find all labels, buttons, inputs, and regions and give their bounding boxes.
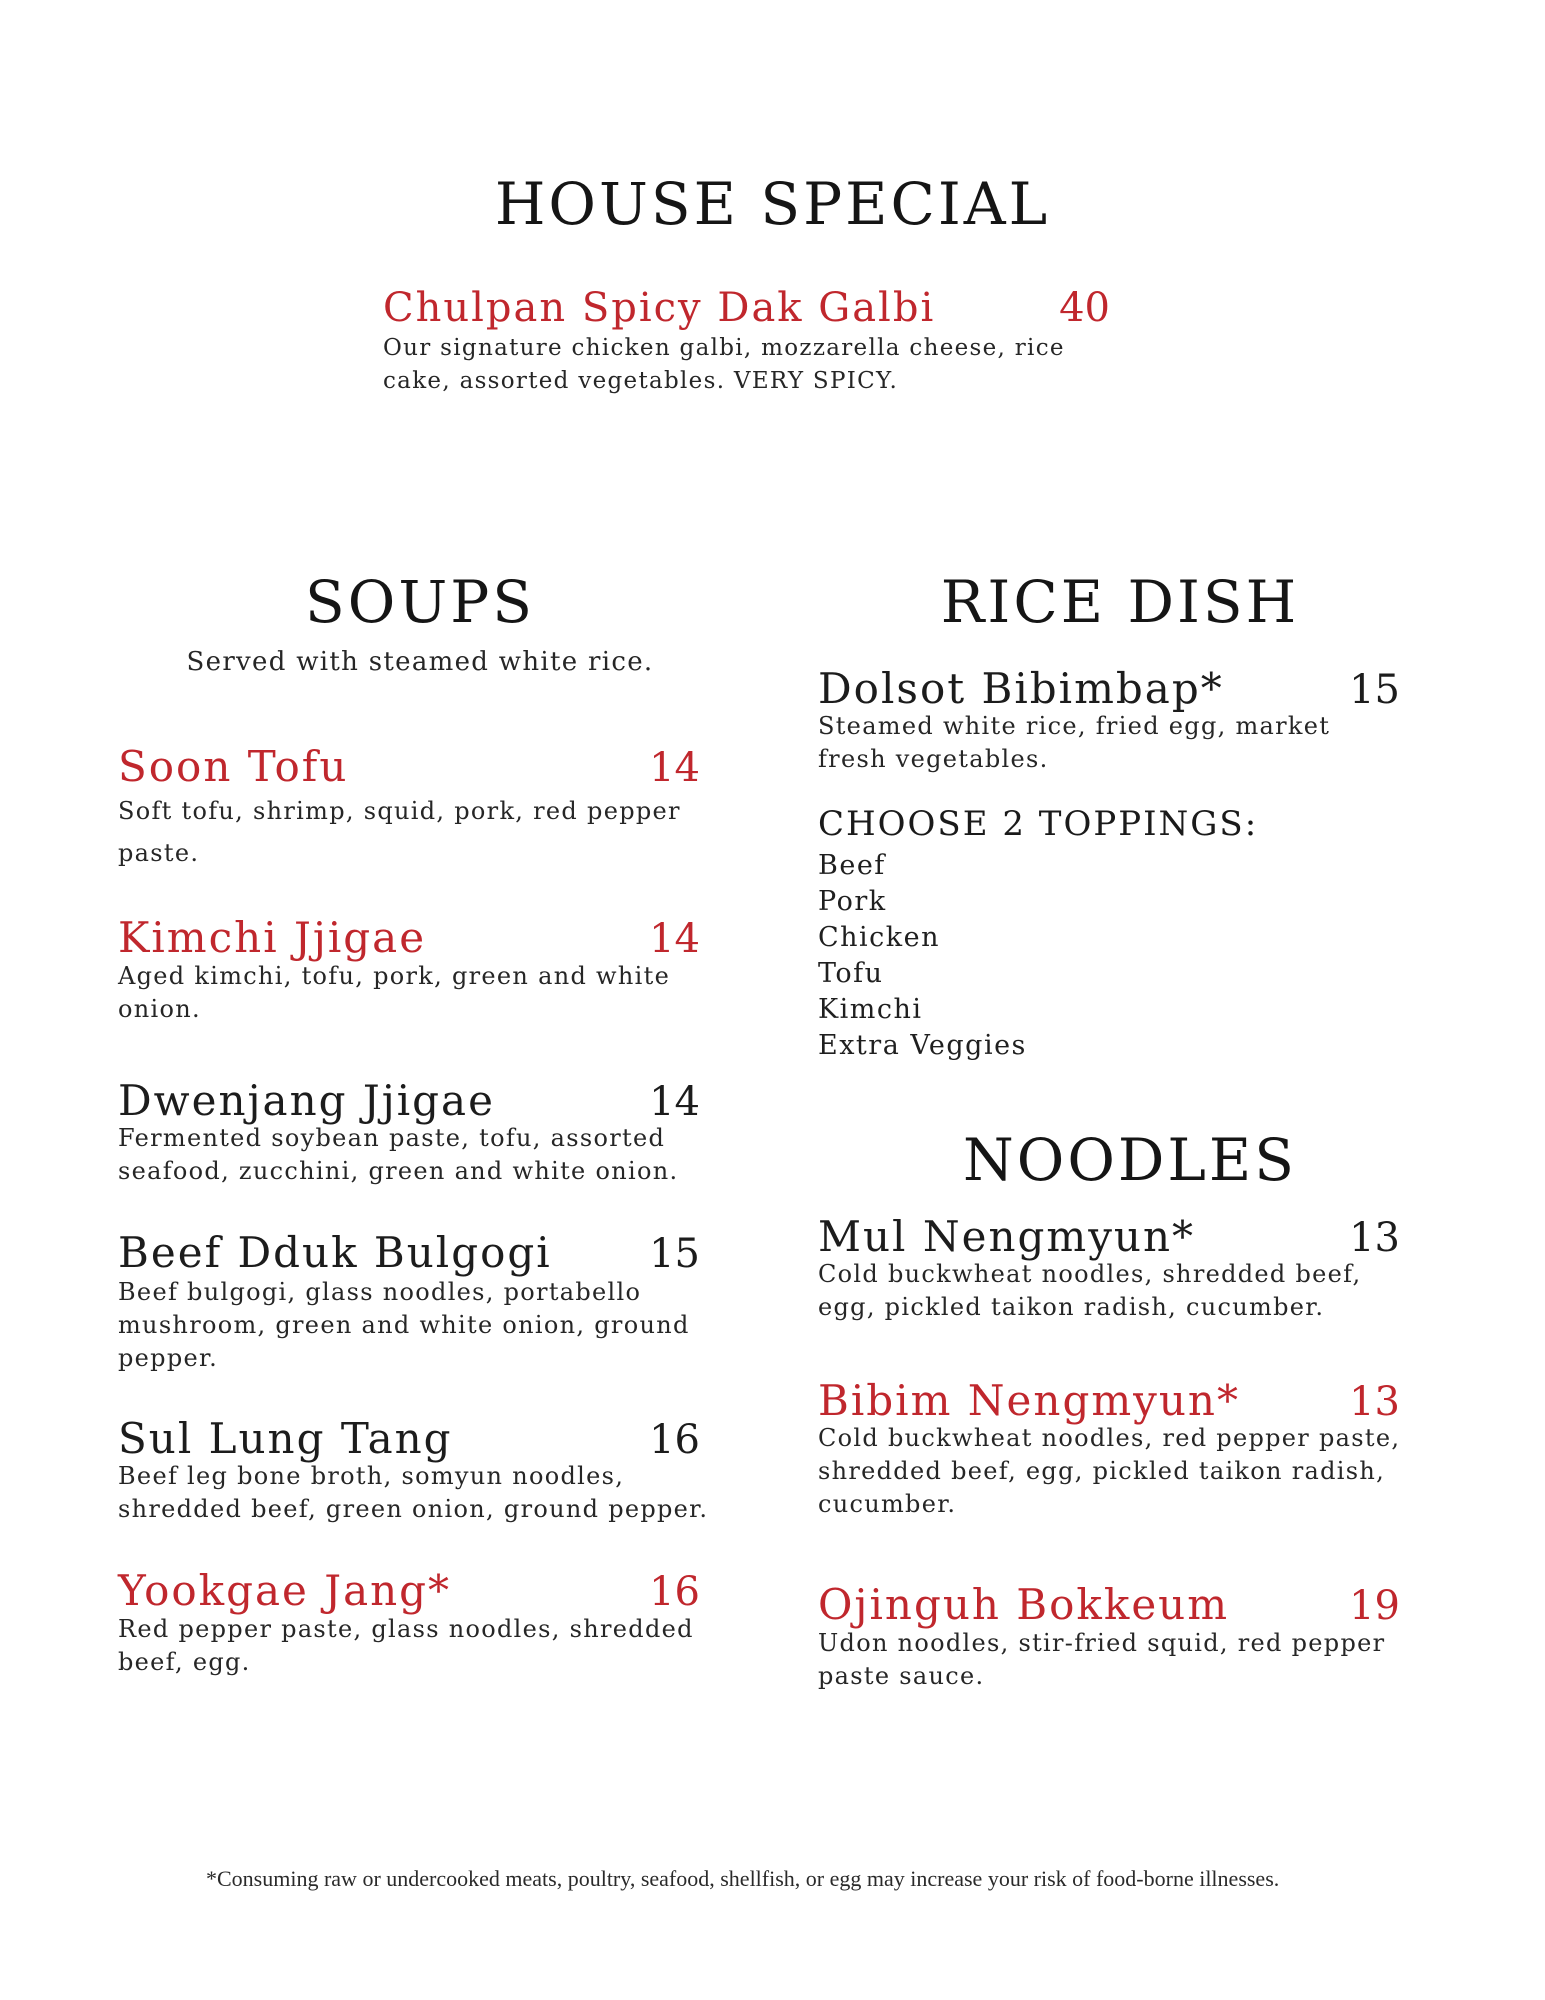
soup-item-desc: Beef bulgogi, glass noodles, portabello mushroom, green and white onion, ground pepper. <box>118 1278 690 1372</box>
soup-item-name: Sul Lung Tang <box>118 1414 453 1463</box>
soup-item-desc: Aged kimchi, tofu, pork, green and white onion. <box>118 962 671 1023</box>
soup-item-price: 14 <box>649 1079 700 1125</box>
toppings-heading: CHOOSE 2 TOPPINGS: <box>818 804 1259 844</box>
soup-item-desc: Red pepper paste, glass noodles, shredded beef, egg. <box>118 1615 694 1676</box>
soup-item-name: Soon Tofu <box>118 742 349 791</box>
toppings-list <box>818 848 1027 1064</box>
soup-item-name: Dwenjang Jjigae <box>118 1076 495 1125</box>
topping-item: Extra Veggies <box>818 1030 1027 1061</box>
house-special-item-price: 40 <box>1059 285 1110 331</box>
soup-item-desc: Beef leg bone broth, somyun noodles, shredded beef, green onion, ground pepper. <box>118 1462 709 1523</box>
topping-item: Pork <box>818 886 887 917</box>
soup-item-price: 15 <box>649 1231 700 1277</box>
soup-item-price: 16 <box>649 1569 700 1615</box>
house-special-item-desc-line1: Our signature chicken galbi, mozzarella cheese, rice <box>383 335 1065 361</box>
noodle-item-desc: Cold buckwheat noodles, shredded beef, egg, pickled taikon radish, cucumber. <box>818 1260 1362 1321</box>
soup-item-price: 14 <box>649 745 700 791</box>
house-special-item-desc-line2: cake, assorted vegetables. VERY SPICY. <box>383 368 899 394</box>
rice-dish-title: RICE DISH <box>940 568 1300 636</box>
noodle-item-desc: Udon noodles, stir-fried squid, red pepper paste sauce. <box>818 1629 1386 1690</box>
soup-item-price: 14 <box>649 916 700 962</box>
topping-item: Tofu <box>818 958 884 989</box>
noodle-item-name: Bibim Nengmyun* <box>818 1376 1240 1425</box>
noodle-item-price: 13 <box>1349 1379 1400 1425</box>
soup-item-desc: Soft tofu, shrimp, squid, pork, red pepper paste. <box>118 797 681 867</box>
rice-item-desc: Steamed white rice, fried egg, market fresh vegetables. <box>818 712 1331 773</box>
footnote: *Consuming raw or undercooked meats, poultry, seafood, shellfish, or egg may increase your risk of food-borne illnesses. <box>206 1866 1280 1891</box>
soups-title: SOUPS <box>305 568 535 636</box>
soups-subtitle: Served with steamed white rice. <box>186 647 654 677</box>
soup-item-price: 16 <box>649 1417 700 1463</box>
house-special-item-name: Chulpan Spicy Dak Galbi <box>383 285 936 331</box>
topping-item: Chicken <box>818 922 941 953</box>
noodle-item-price: 13 <box>1349 1215 1400 1261</box>
noodle-item-name: Ojinguh Bokkeum <box>818 1580 1230 1629</box>
noodles-title: NOODLES <box>963 1126 1297 1194</box>
topping-item: Kimchi <box>818 994 923 1025</box>
topping-item: Beef <box>818 850 886 881</box>
soup-item-name: Yookgae Jang* <box>118 1566 452 1615</box>
rice-item-name: Dolsot Bibimbap* <box>818 664 1224 713</box>
noodle-item-price: 19 <box>1349 1583 1400 1629</box>
soup-item-name: Beef Dduk Bulgogi <box>118 1228 552 1277</box>
noodle-item-desc: Cold buckwheat noodles, red pepper paste, shredded beef, egg, pickled taikon radish, cucumber. <box>818 1424 1401 1518</box>
soup-item-name: Kimchi Jjigae <box>118 913 427 962</box>
noodle-item-name: Mul Nengmyun* <box>818 1212 1196 1261</box>
soup-item-desc: Fermented soybean paste, tofu, assorted seafood, zucchini, green and white onion. <box>118 1124 679 1185</box>
rice-item-price: 15 <box>1349 667 1400 713</box>
house-special-title: HOUSE SPECIAL <box>494 170 1051 238</box>
